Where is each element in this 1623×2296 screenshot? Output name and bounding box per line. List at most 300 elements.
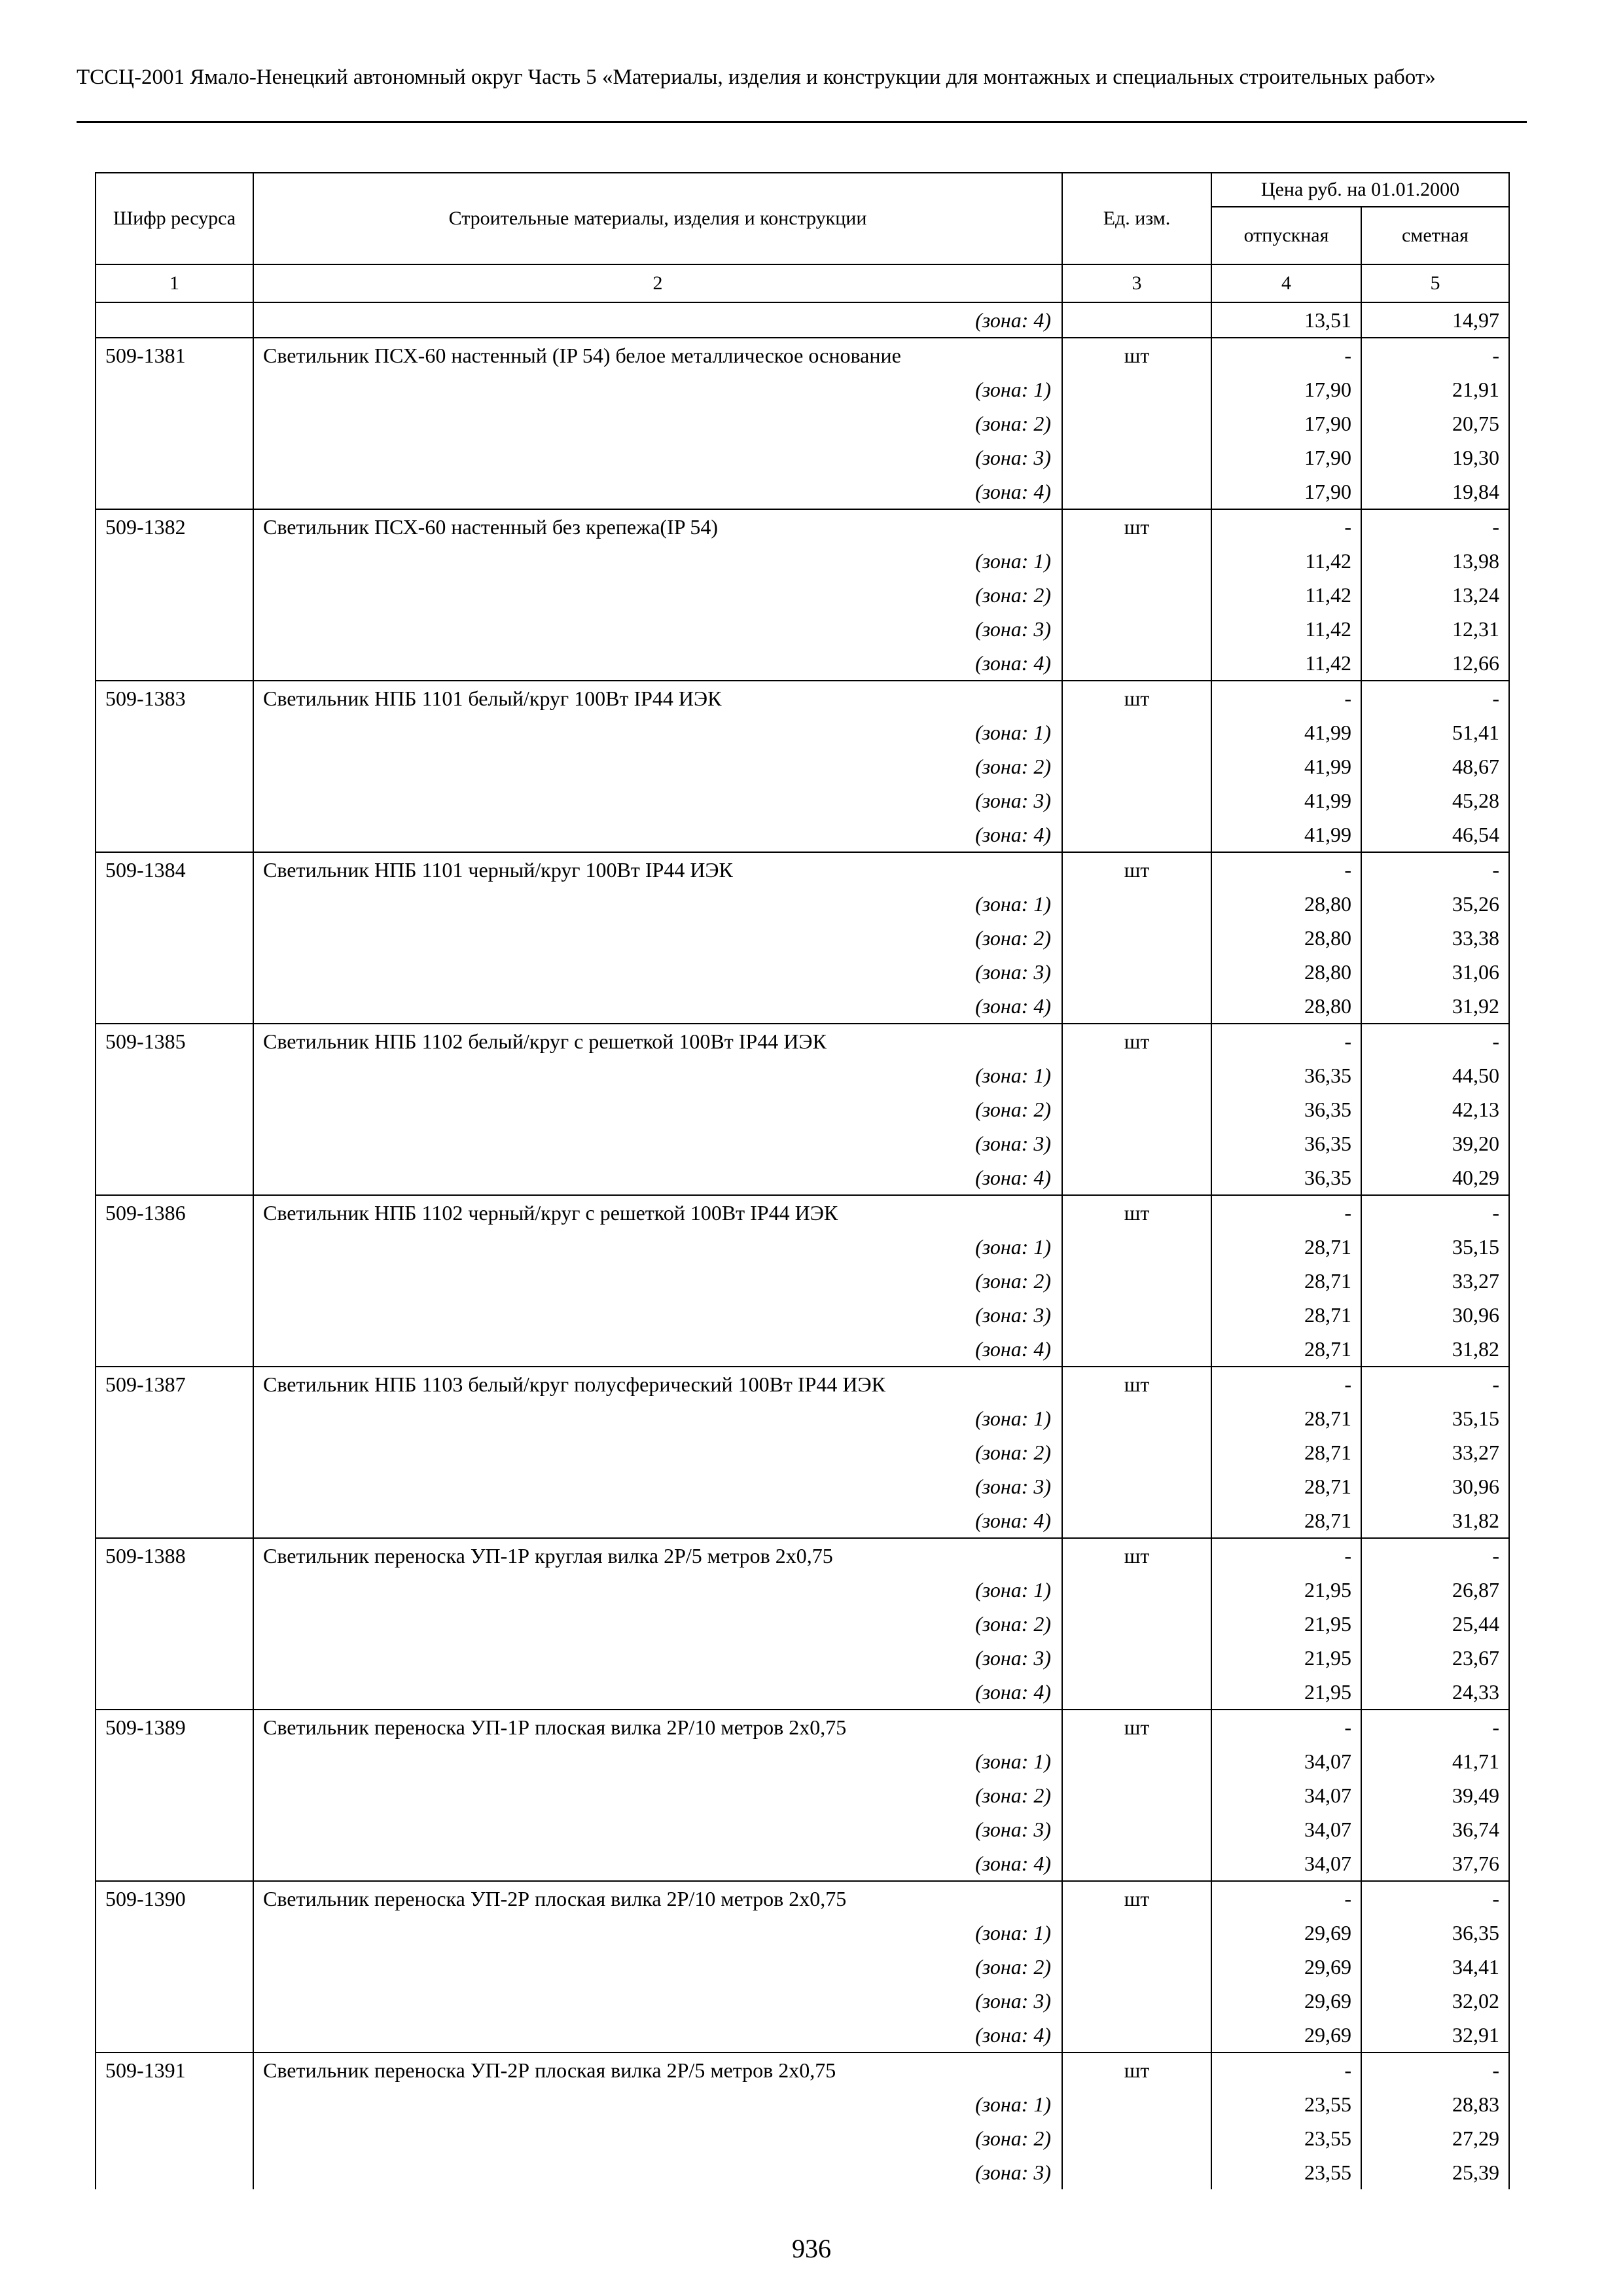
zone-row	[96, 2087, 1509, 2121]
unit-cell	[1062, 646, 1211, 681]
zone-label: (зона: 2)	[253, 1607, 1062, 1641]
release-price: 28,71	[1211, 1503, 1361, 1538]
zone-label: (зона: 3)	[253, 440, 1062, 475]
zone-row	[96, 1812, 1509, 1846]
zone-row	[96, 1641, 1509, 1675]
code-cell	[96, 1092, 253, 1126]
zone-row	[96, 921, 1509, 955]
estimate-price: 32,91	[1361, 2018, 1509, 2053]
unit-cell	[1062, 372, 1211, 406]
code-cell	[96, 475, 253, 509]
estimate-price: 35,26	[1361, 887, 1509, 921]
unit-cell	[1062, 1092, 1211, 1126]
zone-label: (зона: 1)	[253, 1916, 1062, 1950]
zone-row	[96, 1230, 1509, 1264]
zone-label: (зона: 4)	[253, 302, 1062, 338]
zone-row	[96, 302, 1509, 338]
release-price: -	[1211, 1024, 1361, 1058]
zone-row	[96, 783, 1509, 817]
unit-cell	[1062, 612, 1211, 646]
unit-cell	[1062, 1298, 1211, 1332]
estimate-price: -	[1361, 509, 1509, 544]
zone-label: (зона: 1)	[253, 1058, 1062, 1092]
unit-cell	[1062, 1503, 1211, 1538]
zone-label: (зона: 2)	[253, 1950, 1062, 1984]
unit-cell	[1062, 887, 1211, 921]
release-price: 11,42	[1211, 612, 1361, 646]
zone-label: (зона: 4)	[253, 646, 1062, 681]
zone-row	[96, 2018, 1509, 2053]
release-price: 28,71	[1211, 1332, 1361, 1367]
zone-row	[96, 1778, 1509, 1812]
code-cell	[96, 1230, 253, 1264]
zone-label: (зона: 2)	[253, 1264, 1062, 1298]
zone-row	[96, 1469, 1509, 1503]
code-cell	[96, 1298, 253, 1332]
item-row	[96, 1538, 1509, 1573]
estimate-price: 44,50	[1361, 1058, 1509, 1092]
estimate-price: -	[1361, 1538, 1509, 1573]
estimate-price: -	[1361, 1881, 1509, 1916]
release-price: 36,35	[1211, 1160, 1361, 1195]
zone-label: (зона: 1)	[253, 1744, 1062, 1778]
code-cell	[96, 302, 253, 338]
zone-row	[96, 2155, 1509, 2189]
release-price: 34,07	[1211, 1778, 1361, 1812]
item-row	[96, 1881, 1509, 1916]
estimate-price: 21,91	[1361, 372, 1509, 406]
code-cell: 509-1381	[96, 338, 253, 372]
code-cell	[96, 1641, 253, 1675]
zone-label: (зона: 2)	[253, 578, 1062, 612]
unit-cell: шт	[1062, 1195, 1211, 1230]
unit-cell	[1062, 1126, 1211, 1160]
zone-row	[96, 544, 1509, 578]
zone-label: (зона: 4)	[253, 1332, 1062, 1367]
item-name: Светильник переноска УП-1Р плоская вилка 2Р/10 метров 2х0,75	[253, 1710, 1062, 1744]
code-cell	[96, 715, 253, 749]
release-price: 21,95	[1211, 1675, 1361, 1710]
estimate-price: 33,27	[1361, 1264, 1509, 1298]
unit-cell: шт	[1062, 1710, 1211, 1744]
release-price: -	[1211, 1195, 1361, 1230]
release-price: 29,69	[1211, 1984, 1361, 2018]
estimate-price: 30,96	[1361, 1298, 1509, 1332]
unit-cell	[1062, 440, 1211, 475]
release-price: -	[1211, 1367, 1361, 1401]
release-price: -	[1211, 2053, 1361, 2087]
code-cell	[96, 1264, 253, 1298]
release-price: -	[1211, 1710, 1361, 1744]
release-price: 28,80	[1211, 989, 1361, 1024]
zone-label: (зона: 3)	[253, 1126, 1062, 1160]
zone-row	[96, 989, 1509, 1024]
estimate-price: 35,15	[1361, 1230, 1509, 1264]
zone-label: (зона: 2)	[253, 1778, 1062, 1812]
unit-cell	[1062, 955, 1211, 989]
estimate-price: 19,30	[1361, 440, 1509, 475]
estimate-price: 25,39	[1361, 2155, 1509, 2189]
zone-row	[96, 817, 1509, 852]
code-cell	[96, 372, 253, 406]
estimate-price: 28,83	[1361, 2087, 1509, 2121]
release-price: 11,42	[1211, 544, 1361, 578]
unit-cell: шт	[1062, 2053, 1211, 2087]
zone-label: (зона: 2)	[253, 749, 1062, 783]
unit-cell	[1062, 783, 1211, 817]
code-cell: 509-1382	[96, 509, 253, 544]
col-price-header: Цена руб. на 01.01.2000	[1211, 173, 1509, 207]
zone-row	[96, 1573, 1509, 1607]
zone-row	[96, 578, 1509, 612]
release-price: 28,80	[1211, 887, 1361, 921]
zone-row	[96, 612, 1509, 646]
code-cell	[96, 1573, 253, 1607]
item-row	[96, 338, 1509, 372]
code-cell	[96, 612, 253, 646]
item-row	[96, 681, 1509, 715]
release-price: 17,90	[1211, 406, 1361, 440]
code-cell	[96, 783, 253, 817]
release-price: 34,07	[1211, 1812, 1361, 1846]
unit-cell: шт	[1062, 509, 1211, 544]
code-cell	[96, 578, 253, 612]
code-cell	[96, 1160, 253, 1195]
item-name: Светильник переноска УП-2Р плоская вилка 2Р/10 метров 2х0,75	[253, 1881, 1062, 1916]
release-price: 28,71	[1211, 1401, 1361, 1435]
col-number-5: 5	[1361, 264, 1509, 302]
col-unit-header: Ед. изм.	[1062, 173, 1211, 264]
unit-cell	[1062, 817, 1211, 852]
col-release-header: отпускная	[1211, 207, 1361, 264]
code-cell	[96, 1778, 253, 1812]
estimate-price: 23,67	[1361, 1641, 1509, 1675]
code-cell	[96, 1435, 253, 1469]
zone-label: (зона: 2)	[253, 1435, 1062, 1469]
code-cell	[96, 2121, 253, 2155]
zone-row	[96, 1984, 1509, 2018]
release-price: 28,71	[1211, 1298, 1361, 1332]
zone-label: (зона: 1)	[253, 1573, 1062, 1607]
document-header: ТССЦ-2001 Ямало-Ненецкий автономный округ Часть 5 «Материалы, изделия и конструкции для монтажных и специальных строительных работ»	[77, 65, 1436, 89]
item-name: Светильник НПБ 1103 белый/круг полусферический 100Вт IP44 ИЭК	[253, 1367, 1062, 1401]
estimate-price: 31,82	[1361, 1503, 1509, 1538]
code-cell	[96, 955, 253, 989]
zone-label: (зона: 1)	[253, 372, 1062, 406]
release-price: -	[1211, 338, 1361, 372]
estimate-price: 33,27	[1361, 1435, 1509, 1469]
code-cell	[96, 1744, 253, 1778]
estimate-price: 42,13	[1361, 1092, 1509, 1126]
unit-cell	[1062, 1846, 1211, 1881]
estimate-price: -	[1361, 681, 1509, 715]
unit-cell	[1062, 1230, 1211, 1264]
code-cell: 509-1388	[96, 1538, 253, 1573]
estimate-price: 46,54	[1361, 817, 1509, 852]
estimate-price: 35,15	[1361, 1401, 1509, 1435]
zone-label: (зона: 1)	[253, 1401, 1062, 1435]
code-cell: 509-1385	[96, 1024, 253, 1058]
unit-cell	[1062, 1607, 1211, 1641]
zone-label: (зона: 1)	[253, 1230, 1062, 1264]
zone-row	[96, 1092, 1509, 1126]
estimate-price: 19,84	[1361, 475, 1509, 509]
unit-cell	[1062, 578, 1211, 612]
zone-label: (зона: 4)	[253, 1846, 1062, 1881]
estimate-price: 30,96	[1361, 1469, 1509, 1503]
code-cell	[96, 1332, 253, 1367]
zone-row	[96, 1058, 1509, 1092]
unit-cell: шт	[1062, 1024, 1211, 1058]
code-cell	[96, 2087, 253, 2121]
code-cell	[96, 1469, 253, 1503]
zone-label: (зона: 3)	[253, 955, 1062, 989]
estimate-price: 33,38	[1361, 921, 1509, 955]
code-cell	[96, 1984, 253, 2018]
code-cell	[96, 1401, 253, 1435]
release-price: 29,69	[1211, 1916, 1361, 1950]
col-number-3: 3	[1062, 264, 1211, 302]
release-price: -	[1211, 681, 1361, 715]
zone-label: (зона: 2)	[253, 406, 1062, 440]
unit-cell	[1062, 1744, 1211, 1778]
unit-cell	[1062, 1984, 1211, 2018]
release-price: -	[1211, 509, 1361, 544]
unit-cell	[1062, 2155, 1211, 2189]
code-cell: 509-1391	[96, 2053, 253, 2087]
estimate-price: 36,74	[1361, 1812, 1509, 1846]
unit-cell	[1062, 1812, 1211, 1846]
release-price: 28,80	[1211, 955, 1361, 989]
unit-cell	[1062, 1641, 1211, 1675]
release-price: 28,71	[1211, 1264, 1361, 1298]
col-estimate-header: сметная	[1361, 207, 1509, 264]
release-price: 34,07	[1211, 1744, 1361, 1778]
zone-label: (зона: 3)	[253, 612, 1062, 646]
zone-row	[96, 406, 1509, 440]
code-cell: 509-1389	[96, 1710, 253, 1744]
item-row	[96, 1710, 1509, 1744]
zone-label: (зона: 4)	[253, 2018, 1062, 2053]
zone-row	[96, 1160, 1509, 1195]
code-cell	[96, 406, 253, 440]
release-price: 29,69	[1211, 1950, 1361, 1984]
zone-row	[96, 1435, 1509, 1469]
code-cell	[96, 1846, 253, 1881]
unit-cell: шт	[1062, 681, 1211, 715]
code-cell	[96, 1950, 253, 1984]
estimate-price: 40,29	[1361, 1160, 1509, 1195]
unit-cell	[1062, 989, 1211, 1024]
zone-label: (зона: 2)	[253, 921, 1062, 955]
zone-row	[96, 749, 1509, 783]
item-name: Светильник ПСХ-60 настенный без крепежа(IP 54)	[253, 509, 1062, 544]
estimate-price: -	[1361, 2053, 1509, 2087]
release-price: 41,99	[1211, 783, 1361, 817]
estimate-price: 12,31	[1361, 612, 1509, 646]
zone-row	[96, 1332, 1509, 1367]
code-cell: 509-1383	[96, 681, 253, 715]
unit-cell	[1062, 1469, 1211, 1503]
estimate-price: 14,97	[1361, 302, 1509, 338]
unit-cell: шт	[1062, 852, 1211, 887]
zone-label: (зона: 3)	[253, 1812, 1062, 1846]
unit-cell	[1062, 1778, 1211, 1812]
release-price: 28,80	[1211, 921, 1361, 955]
item-name: Светильник ПСХ-60 настенный (IP 54) белое металлическое основание	[253, 338, 1062, 372]
release-price: 34,07	[1211, 1846, 1361, 1881]
code-cell	[96, 544, 253, 578]
release-price: 36,35	[1211, 1126, 1361, 1160]
zone-label: (зона: 4)	[253, 1160, 1062, 1195]
release-price: 21,95	[1211, 1641, 1361, 1675]
zone-label: (зона: 2)	[253, 2121, 1062, 2155]
unit-cell	[1062, 1916, 1211, 1950]
code-cell	[96, 887, 253, 921]
zone-label: (зона: 4)	[253, 1675, 1062, 1710]
estimate-price: 41,71	[1361, 1744, 1509, 1778]
zone-row	[96, 1401, 1509, 1435]
release-price: 11,42	[1211, 578, 1361, 612]
release-price: 41,99	[1211, 715, 1361, 749]
code-cell	[96, 1675, 253, 1710]
zone-label: (зона: 3)	[253, 1469, 1062, 1503]
zone-row	[96, 715, 1509, 749]
col-number-1: 1	[96, 264, 253, 302]
zone-label: (зона: 4)	[253, 989, 1062, 1024]
estimate-price: 25,44	[1361, 1607, 1509, 1641]
zone-label: (зона: 1)	[253, 887, 1062, 921]
unit-cell: шт	[1062, 1881, 1211, 1916]
estimate-price: 26,87	[1361, 1573, 1509, 1607]
table-body	[96, 302, 1509, 2189]
estimate-price: 39,20	[1361, 1126, 1509, 1160]
page-number: 936	[792, 2234, 831, 2263]
item-row	[96, 1195, 1509, 1230]
item-name: Светильник НПБ 1102 белый/круг с решеткой 100Вт IP44 ИЭК	[253, 1024, 1062, 1058]
table-header	[96, 173, 1509, 302]
release-price: 17,90	[1211, 372, 1361, 406]
zone-row	[96, 440, 1509, 475]
code-cell	[96, 921, 253, 955]
unit-cell: шт	[1062, 1367, 1211, 1401]
code-cell	[96, 989, 253, 1024]
zone-label: (зона: 1)	[253, 2087, 1062, 2121]
code-cell	[96, 1503, 253, 1538]
unit-cell	[1062, 1435, 1211, 1469]
zone-label: (зона: 4)	[253, 1503, 1062, 1538]
estimate-price: 45,28	[1361, 783, 1509, 817]
estimate-price: 36,35	[1361, 1916, 1509, 1950]
unit-cell	[1062, 302, 1211, 338]
code-cell: 509-1386	[96, 1195, 253, 1230]
zone-row	[96, 1950, 1509, 1984]
zone-label: (зона: 3)	[253, 1298, 1062, 1332]
release-price: 41,99	[1211, 749, 1361, 783]
unit-cell	[1062, 1675, 1211, 1710]
estimate-price: 13,98	[1361, 544, 1509, 578]
zone-row	[96, 1675, 1509, 1710]
estimate-price: 31,92	[1361, 989, 1509, 1024]
item-name: Светильник переноска УП-2Р плоская вилка 2Р/5 метров 2х0,75	[253, 2053, 1062, 2087]
zone-label: (зона: 1)	[253, 544, 1062, 578]
estimate-price: 37,76	[1361, 1846, 1509, 1881]
estimate-price: 13,24	[1361, 578, 1509, 612]
estimate-price: 20,75	[1361, 406, 1509, 440]
unit-cell	[1062, 406, 1211, 440]
estimate-price: 12,66	[1361, 646, 1509, 681]
unit-cell	[1062, 1573, 1211, 1607]
unit-cell	[1062, 1264, 1211, 1298]
zone-label: (зона: 4)	[253, 817, 1062, 852]
item-row	[96, 1024, 1509, 1058]
code-cell: 509-1387	[96, 1367, 253, 1401]
release-price: 28,71	[1211, 1435, 1361, 1469]
zone-row	[96, 2121, 1509, 2155]
price-table	[95, 172, 1510, 2189]
release-price: 21,95	[1211, 1607, 1361, 1641]
estimate-price: 31,82	[1361, 1332, 1509, 1367]
estimate-price: -	[1361, 1195, 1509, 1230]
unit-cell	[1062, 1058, 1211, 1092]
release-price: 11,42	[1211, 646, 1361, 681]
unit-cell	[1062, 2121, 1211, 2155]
release-price: 13,51	[1211, 302, 1361, 338]
zone-row	[96, 372, 1509, 406]
zone-row	[96, 1607, 1509, 1641]
zone-label: (зона: 3)	[253, 2155, 1062, 2189]
release-price: 23,55	[1211, 2087, 1361, 2121]
release-price: 36,35	[1211, 1092, 1361, 1126]
unit-cell	[1062, 749, 1211, 783]
estimate-price: 51,41	[1361, 715, 1509, 749]
item-name: Светильник НПБ 1101 белый/круг 100Вт IP44 ИЭК	[253, 681, 1062, 715]
zone-row	[96, 475, 1509, 509]
zone-label: (зона: 3)	[253, 1984, 1062, 2018]
unit-cell	[1062, 475, 1211, 509]
unit-cell	[1062, 544, 1211, 578]
code-cell	[96, 440, 253, 475]
unit-cell	[1062, 1332, 1211, 1367]
unit-cell	[1062, 921, 1211, 955]
zone-label: (зона: 4)	[253, 475, 1062, 509]
col-number-4: 4	[1211, 264, 1361, 302]
estimate-price: 32,02	[1361, 1984, 1509, 2018]
release-price: 17,90	[1211, 440, 1361, 475]
zone-row	[96, 646, 1509, 681]
zone-label: (зона: 1)	[253, 715, 1062, 749]
item-row	[96, 1367, 1509, 1401]
release-price: -	[1211, 1881, 1361, 1916]
col-number-2: 2	[253, 264, 1062, 302]
unit-cell	[1062, 1401, 1211, 1435]
release-price: -	[1211, 1538, 1361, 1573]
code-cell: 509-1384	[96, 852, 253, 887]
zone-row	[96, 1264, 1509, 1298]
unit-cell	[1062, 1950, 1211, 1984]
estimate-price: 34,41	[1361, 1950, 1509, 1984]
zone-label: (зона: 3)	[253, 783, 1062, 817]
unit-cell	[1062, 2018, 1211, 2053]
release-price: 28,71	[1211, 1230, 1361, 1264]
zone-row	[96, 1503, 1509, 1538]
zone-row	[96, 1846, 1509, 1881]
code-cell	[96, 2155, 253, 2189]
zone-label: (зона: 3)	[253, 1641, 1062, 1675]
item-row	[96, 852, 1509, 887]
code-cell	[96, 1607, 253, 1641]
code-cell	[96, 817, 253, 852]
